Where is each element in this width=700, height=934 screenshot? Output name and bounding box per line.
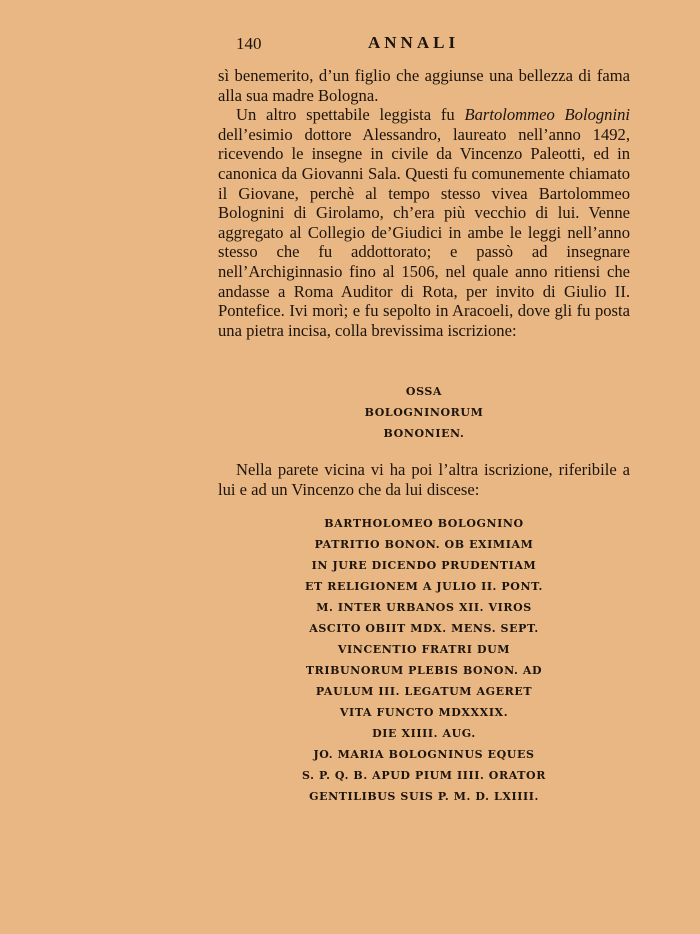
inscription-line: TRIBUNORUM PLEBIS BONON. AD bbox=[305, 664, 543, 677]
inscription-bartholomeo bbox=[218, 513, 630, 807]
inscription-line: BARTHOLOMEO BOLOGNINO bbox=[324, 517, 524, 530]
running-title: ANNALI bbox=[368, 33, 460, 52]
page-header bbox=[236, 34, 632, 56]
page-number: 140 bbox=[236, 34, 262, 53]
paragraph-bolognini bbox=[218, 105, 630, 340]
inscription-line: JO. MARIA BOLOGNINUS EQUES bbox=[313, 748, 535, 761]
paragraph-text-after: dell’esimio dottore Alessandro, laureato nell’anno 1492, ricevendo le insegne in civile da Vincenzo Paleotti, ed in canonica da Giovanni Sala. Questi fu comunemente chiamato il Giovane, perchè al tempo stesso vivea Bartolommeo Bolognini di Girolamo, ch’era più vecchio di lui. Venne aggregato al Collegio de’Giudici in ambe le leggi nell’anno stesso che fu addottorato; e passò ad insegnare nell’Archiginnasio fino al 1506, nel quale anno ritiensi che andasse a Roma Auditor di Rota, per invito di Giulio II. Pontefice. Ivi morì; e fu sepolto in Aracoeli, dove gli fu posta una pietra incisa, colla brevissima iscrizione: bbox=[218, 124, 630, 340]
inscription-line: VINCENTIO FRATRI DUM bbox=[337, 643, 511, 656]
inscription-line: BOLOGNINORUM bbox=[364, 406, 484, 419]
inscription-line: DIE XIIII. AUG. bbox=[372, 727, 476, 740]
inscription-line: ASCITO OBIIT MDX. MENS. SEPT. bbox=[309, 622, 539, 635]
italic-name: Bartolommeo Bolognini bbox=[464, 105, 630, 125]
paragraph-continuation: sì benemerito, d’un figlio che aggiunse una bellezza di fama alla sua madre Bologna. bbox=[218, 66, 630, 105]
paragraph-text-before: Un altro spettabile leggista fu bbox=[236, 105, 465, 125]
paragraph-parete: Nella parete vicina vi ha poi l’altra iscrizione, riferibile a lui e ad un Vincenzo che da lui discese: bbox=[218, 460, 630, 499]
body-text-top bbox=[218, 66, 630, 340]
inscription-line: IN JURE DICENDO PRUDENTIAM bbox=[311, 559, 537, 572]
inscription-line: M. INTER URBANOS XII. VIROS bbox=[316, 601, 532, 614]
inscription-line: BONONIEN. bbox=[383, 427, 465, 440]
inscription-line: GENTILIBUS SUIS P. M. D. LXIIII. bbox=[309, 790, 539, 803]
inscription-line: ET RELIGIONEM A JULIO II. PONT. bbox=[305, 580, 543, 593]
inscription-line: OSSA bbox=[405, 385, 443, 398]
inscription-line: PAULUM III. LEGATUM AGERET bbox=[315, 685, 533, 698]
inscription-line: VITA FUNCTO MDXXXIX. bbox=[339, 706, 509, 719]
inscription-line: PATRITIO BONON. OB EXIMIAM bbox=[314, 538, 534, 551]
body-text-middle bbox=[218, 460, 630, 499]
inscription-line: S. P. Q. B. APUD PIUM IIII. ORATOR bbox=[302, 769, 546, 782]
inscription-ossa bbox=[218, 381, 630, 444]
